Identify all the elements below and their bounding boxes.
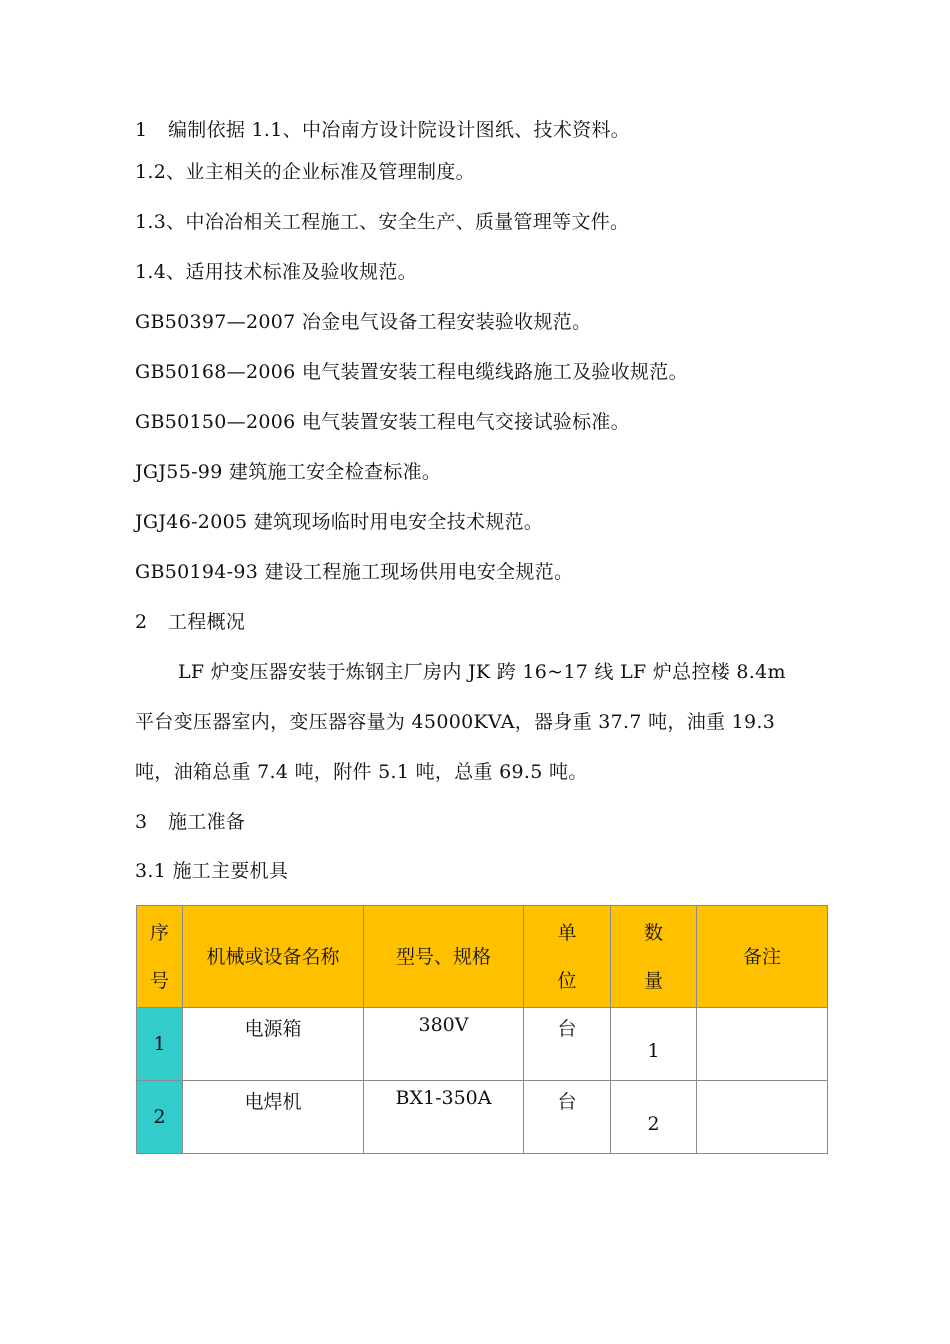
section-1-title: 编制依据 1.1、中冶南方设计院设计图纸、技术资料。: [168, 119, 631, 141]
row-name: 电源箱: [183, 1008, 364, 1081]
standard-item: JGJ46-2005 建筑现场临时用电安全技术规范。: [135, 511, 544, 533]
row-qty: 1: [611, 1008, 697, 1081]
overview-paragraph-line: LF 炉变压器安装于炼钢主厂房内 JK 跨 16~17 线 LF 炉总控楼 8.4m: [178, 661, 786, 683]
table-row: [137, 1008, 828, 1081]
section-3-title: 施工准备: [168, 811, 246, 833]
header-qty-char-1: 数: [643, 921, 663, 944]
table-header-row: [137, 906, 828, 1008]
table-row: [137, 1081, 828, 1154]
header-qty: [611, 906, 697, 1008]
header-unit-char-2: 位: [557, 969, 577, 992]
row-unit: 台: [524, 1008, 611, 1081]
row-seq: 1: [137, 1008, 183, 1081]
overview-paragraph-line: 吨，油箱总重 7.4 吨，附件 5.1 吨，总重 69.5 吨。: [135, 761, 588, 783]
header-seq: [137, 906, 183, 1008]
header-model: 型号、规格: [364, 906, 524, 1008]
header-seq-char-1: 序: [149, 921, 169, 944]
section-2-title: 工程概况: [168, 611, 246, 633]
basis-item: 1.3、中冶冶相关工程施工、安全生产、质量管理等文件。: [135, 211, 630, 233]
equipment-table: [136, 905, 828, 1154]
row-remark: [697, 1008, 828, 1081]
section-3-1-heading: 3.1 施工主要机具: [135, 860, 289, 882]
header-remark: 备注: [697, 906, 828, 1008]
section-1-number: 1: [135, 119, 148, 141]
row-name: 电焊机: [183, 1081, 364, 1154]
section-3-heading: [135, 810, 245, 834]
standard-item: JGJ55-99 建筑施工安全检查标准。: [135, 461, 442, 483]
standard-item: GB50194-93 建设工程施工现场供用电安全规范。: [135, 561, 574, 583]
header-unit-char-1: 单: [557, 921, 577, 944]
standard-item: GB50397—2007 冶金电气设备工程安装验收规范。: [135, 311, 592, 333]
section-2-heading: [135, 610, 245, 634]
header-qty-char-2: 量: [643, 969, 663, 992]
section-2-number: 2: [135, 611, 148, 633]
header-name: 机械或设备名称: [183, 906, 364, 1008]
overview-paragraph-line: 平台变压器室内，变压器容量为 45000KVA，器身重 37.7 吨，油重 19.3: [135, 711, 776, 733]
header-seq-char-2: 号: [149, 969, 169, 992]
row-model: BX1-350A: [364, 1081, 524, 1154]
row-seq: 2: [137, 1081, 183, 1154]
section-1-heading: [135, 118, 630, 142]
row-remark: [697, 1081, 828, 1154]
basis-item: 1.4、适用技术标准及验收规范。: [135, 261, 418, 283]
basis-item: 1.2、业主相关的企业标准及管理制度。: [135, 161, 475, 183]
header-unit: [524, 906, 611, 1008]
row-qty: 2: [611, 1081, 697, 1154]
standard-item: GB50168—2006 电气装置安装工程电缆线路施工及验收规范。: [135, 361, 688, 383]
section-3-number: 3: [135, 811, 148, 833]
standard-item: GB50150—2006 电气装置安装工程电气交接试验标准。: [135, 411, 630, 433]
row-model: 380V: [364, 1008, 524, 1081]
row-unit: 台: [524, 1081, 611, 1154]
